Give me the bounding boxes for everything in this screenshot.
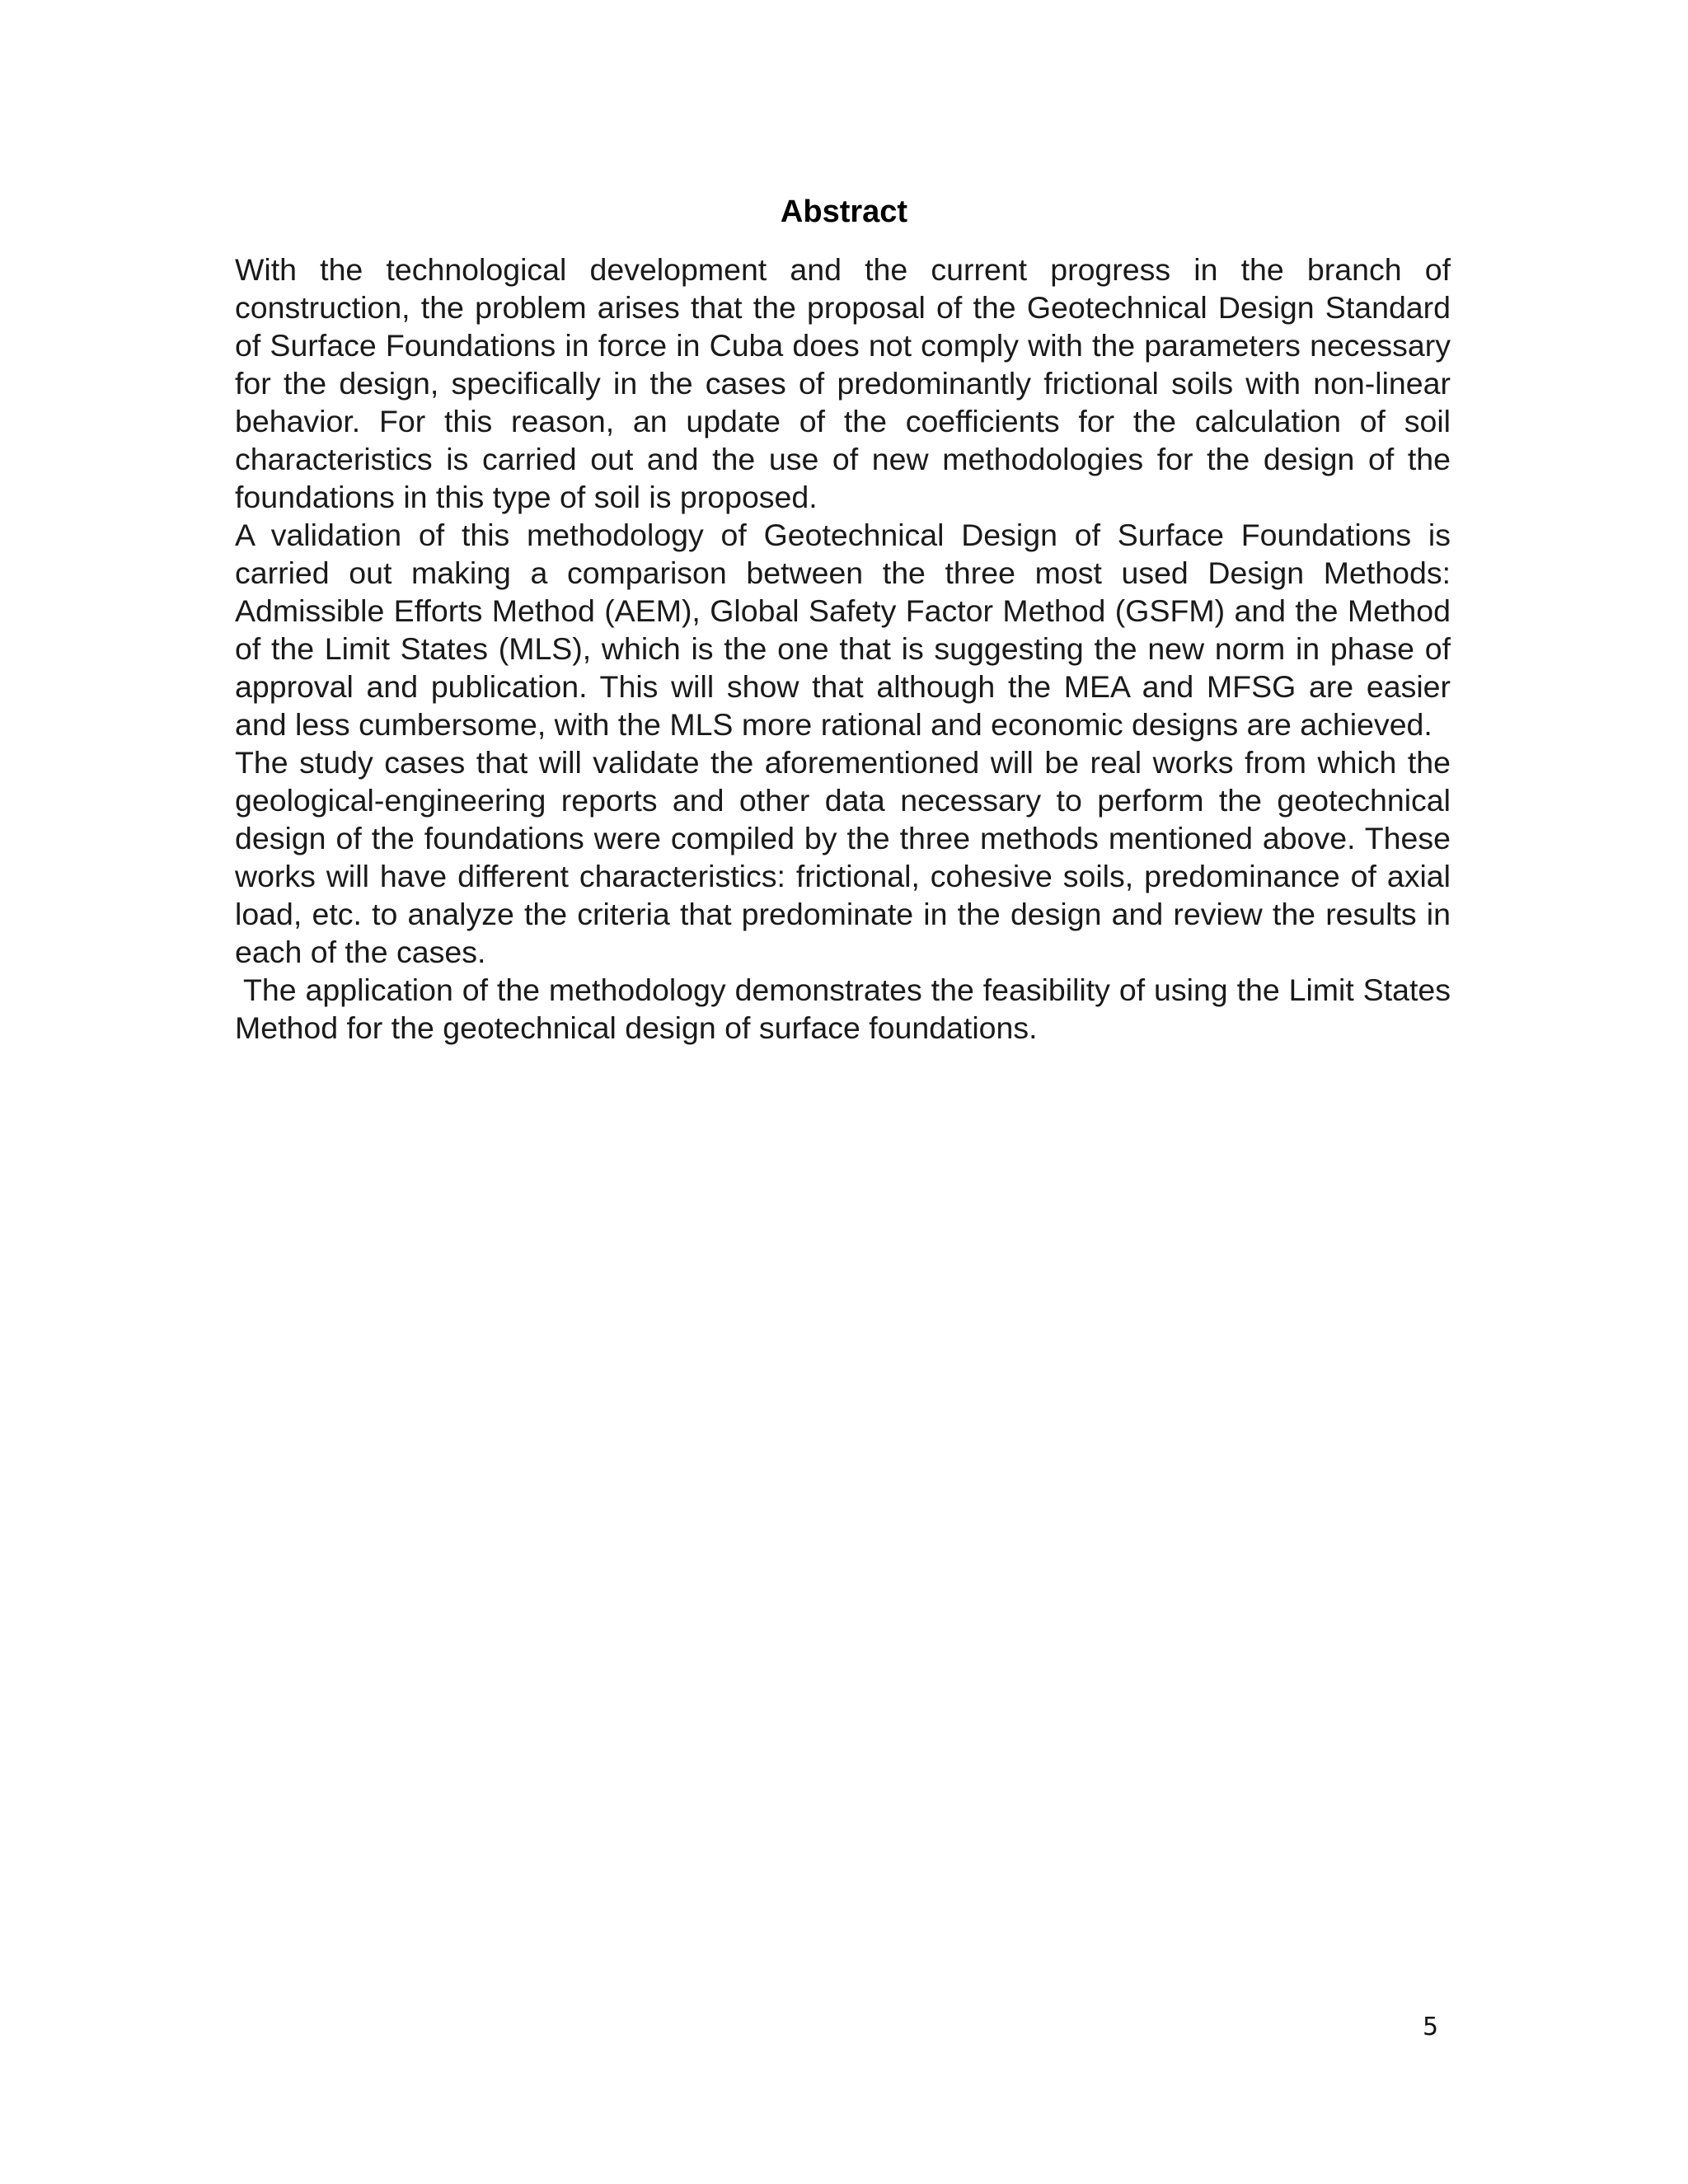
abstract-paragraph-4: The application of the methodology demonstrates the feasibility of using the Limit States Method for the geotechnical design of surface foundations.: [235, 972, 1451, 1045]
abstract-paragraph-1: With the technological development and the current progress in the branch of construction, the problem arises that the proposal of the Geotechnical Design Standard of Surface Foundations in force in Cuba does not comply with the parameters necessary for the design, specifically in the cases of predominantly frictional soils with non-linear behavior. For this reason, an update of the coefficients for the calculation of soil characteristics is carried out and the use of new methodologies for the design of the foundations in this type of soil is proposed.: [235, 252, 1451, 514]
abstract-title: Abstract: [780, 194, 908, 229]
abstract-paragraph-3: The study cases that will validate the aforementioned will be real works from which the geological-engineering reports and other data necessary to perform the geotechnical design of the foundations were compiled by the three methods mentioned above. These works will have different characteristics: frictional, cohesive soils, predominance of axial load, etc. to analyze the criteria that predominate in the design and review the results in each of the cases.: [235, 745, 1451, 969]
abstract-body: [235, 251, 1451, 1047]
page-number: 5: [1423, 2013, 1439, 2041]
abstract-paragraph-2: A validation of this methodology of Geotechnical Design of Surface Foundations is carried out making a comparison between the three most used Design Methods: Admissible Efforts Method (AEM), Global Safety Factor Method (GSFM) and the Method of the Limit States (MLS), which is the one that is suggesting the new norm in phase of approval and publication. This will show that although the MEA and MFSG are easier and less cumbersome, with the MLS more rational and economic designs are achieved.: [235, 518, 1451, 742]
